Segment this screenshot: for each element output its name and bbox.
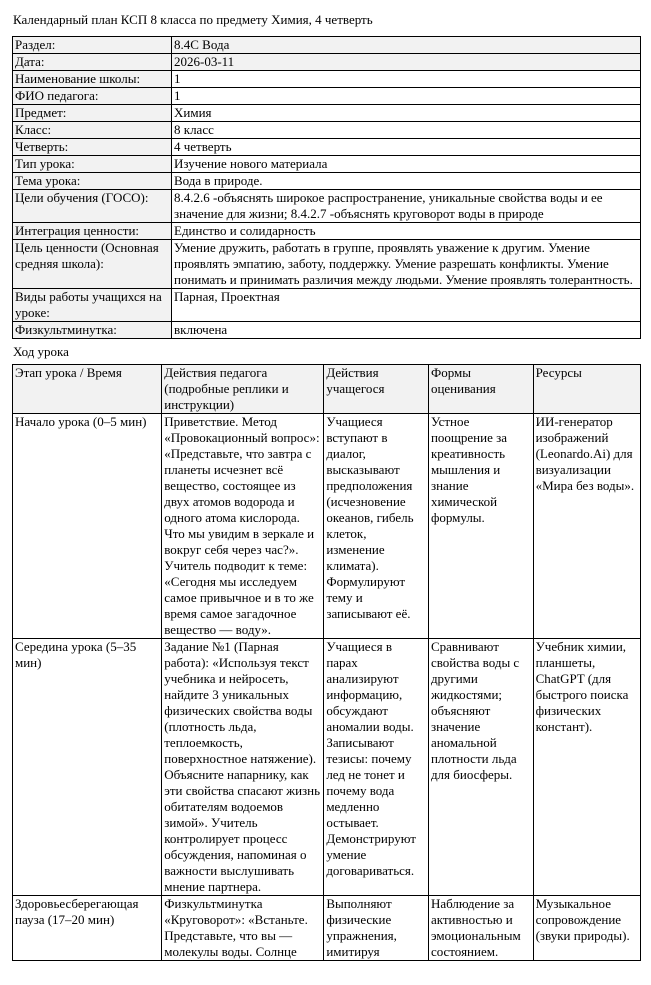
column-header: Ресурсы (533, 365, 640, 414)
assessment-cell: Устное поощрение за креативность мышления и знание химической формулы. (428, 414, 533, 639)
meta-value: Единство и солидарность (172, 223, 641, 240)
meta-key: Цели обучения (ГОСО): (13, 190, 172, 223)
meta-value: 4 четверть (172, 139, 641, 156)
page-title: Календарный план КСП 8 класса по предмету Химия, 4 четверть (13, 12, 373, 27)
meta-key: Тип урока: (13, 156, 172, 173)
teacher-cell: Приветствие. Метод «Провокационный вопрос»: «Представьте, что завтра с планеты исчезнет всё вещество, состоящее из двух атомов водорода и одного атома кислорода. Что мы увидим в зеркале и вокруг себя через час?». Учитель подводит к теме: «Сегодня мы исследуем самое привычное и в то же время самое загадочное вещество — воду». (162, 414, 324, 639)
meta-row (13, 240, 641, 289)
table-row (13, 896, 641, 961)
column-header: Этап урока / Время (13, 365, 162, 414)
table-row (13, 639, 641, 896)
table-row (13, 414, 641, 639)
meta-key: Виды работы учащихся на уроке: (13, 289, 172, 322)
meta-key: Интеграция ценности: (13, 223, 172, 240)
meta-key: Предмет: (13, 105, 172, 122)
meta-key: Тема урока: (13, 173, 172, 190)
resources-cell: Учебник химии, планшеты, ChatGPT (для быстрого поиска физических констант). (533, 639, 640, 896)
column-header: Действия учащегося (324, 365, 429, 414)
lesson-header-row (13, 365, 641, 414)
meta-value: Умение дружить, работать в группе, проявлять уважение к другим. Умение проявлять эмпатию, заботу, поддержку. Умение разрешать конфликты. Умение понимать и принимать различия между людьми. Умение проявлять толерантность. (172, 240, 641, 289)
meta-row (13, 223, 641, 240)
meta-row (13, 105, 641, 122)
meta-row (13, 139, 641, 156)
assessment-cell: Сравнивают свойства воды с другими жидкостями; объясняют значение аномальной плотности льда для биосферы. (428, 639, 533, 896)
meta-value: 2026-03-11 (172, 54, 641, 71)
meta-value: Вода в природе. (172, 173, 641, 190)
meta-key: Дата: (13, 54, 172, 71)
resources-cell: Музыкальное сопровождение (звуки природы). (533, 896, 640, 961)
meta-value: Химия (172, 105, 641, 122)
meta-key: Цель ценности (Основная средняя школа): (13, 240, 172, 289)
meta-value: 1 (172, 71, 641, 88)
meta-row (13, 37, 641, 54)
meta-row (13, 54, 641, 71)
meta-value: 1 (172, 88, 641, 105)
teacher-cell: Физкультминутка «Круговорот»: «Встаньте. Представьте, что вы — молекулы воды. Солнце (162, 896, 324, 961)
lesson-table (12, 364, 641, 961)
meta-row (13, 122, 641, 139)
meta-key: Четверть: (13, 139, 172, 156)
stage-cell: Середина урока (5–35 мин) (13, 639, 162, 896)
column-header: Действия педагога (подробные реплики и инструкции) (162, 365, 324, 414)
meta-key: Раздел: (13, 37, 172, 54)
column-header: Формы оценивания (428, 365, 533, 414)
meta-key: Класс: (13, 122, 172, 139)
stage-cell: Начало урока (0–5 мин) (13, 414, 162, 639)
meta-key: Физкультминутка: (13, 322, 172, 339)
meta-row (13, 173, 641, 190)
meta-value: Изучение нового материала (172, 156, 641, 173)
meta-value: 8 класс (172, 122, 641, 139)
meta-key: Наименование школы: (13, 71, 172, 88)
meta-value: Парная, Проектная (172, 289, 641, 322)
meta-value: включена (172, 322, 641, 339)
teacher-cell: Задание №1 (Парная работа): «Используя текст учебника и нейросеть, найдите 3 уникальных физических свойства воды (плотность льда, теплоемкость, поверхностное натяжение). Объясните напарнику, как эти свойства спасают жизнь обитателям водоемов зимой». Учитель контролирует процесс обсуждения, напоминая о важности выслушивать мнение партнера. (162, 639, 324, 896)
meta-key: ФИО педагога: (13, 88, 172, 105)
meta-value: 8.4C Вода (172, 37, 641, 54)
meta-row (13, 190, 641, 223)
meta-value: 8.4.2.6 -объяснять широкое распространение, уникальные свойства воды и ее значение для жизни; 8.4.2.7 -объяснять круговорот воды в природе (172, 190, 641, 223)
resources-cell: ИИ-генератор изображений (Leonardo.Ai) для визуализации «Мира без воды». (533, 414, 640, 639)
stage-cell: Здоровьесберегающая пауза (17–20 мин) (13, 896, 162, 961)
meta-row (13, 156, 641, 173)
meta-table (12, 36, 641, 339)
meta-row (13, 322, 641, 339)
students-cell: Выполняют физические упражнения, имитируя (324, 896, 429, 961)
meta-row (13, 88, 641, 105)
students-cell: Учащиеся вступают в диалог, высказывают предположения (исчезновение океанов, гибель клеток, изменение климата). Формулируют тему и записывают её. (324, 414, 429, 639)
meta-row (13, 289, 641, 322)
students-cell: Учащиеся в парах анализируют информацию, обсуждают аномалии воды. Записывают тезисы: почему лед не тонет и почему вода медленно остывает. Демонстрируют умение договариваться. (324, 639, 429, 896)
section-label: Ход урока (13, 344, 69, 359)
assessment-cell: Наблюдение за активностью и эмоциональным состоянием. (428, 896, 533, 961)
meta-row (13, 71, 641, 88)
